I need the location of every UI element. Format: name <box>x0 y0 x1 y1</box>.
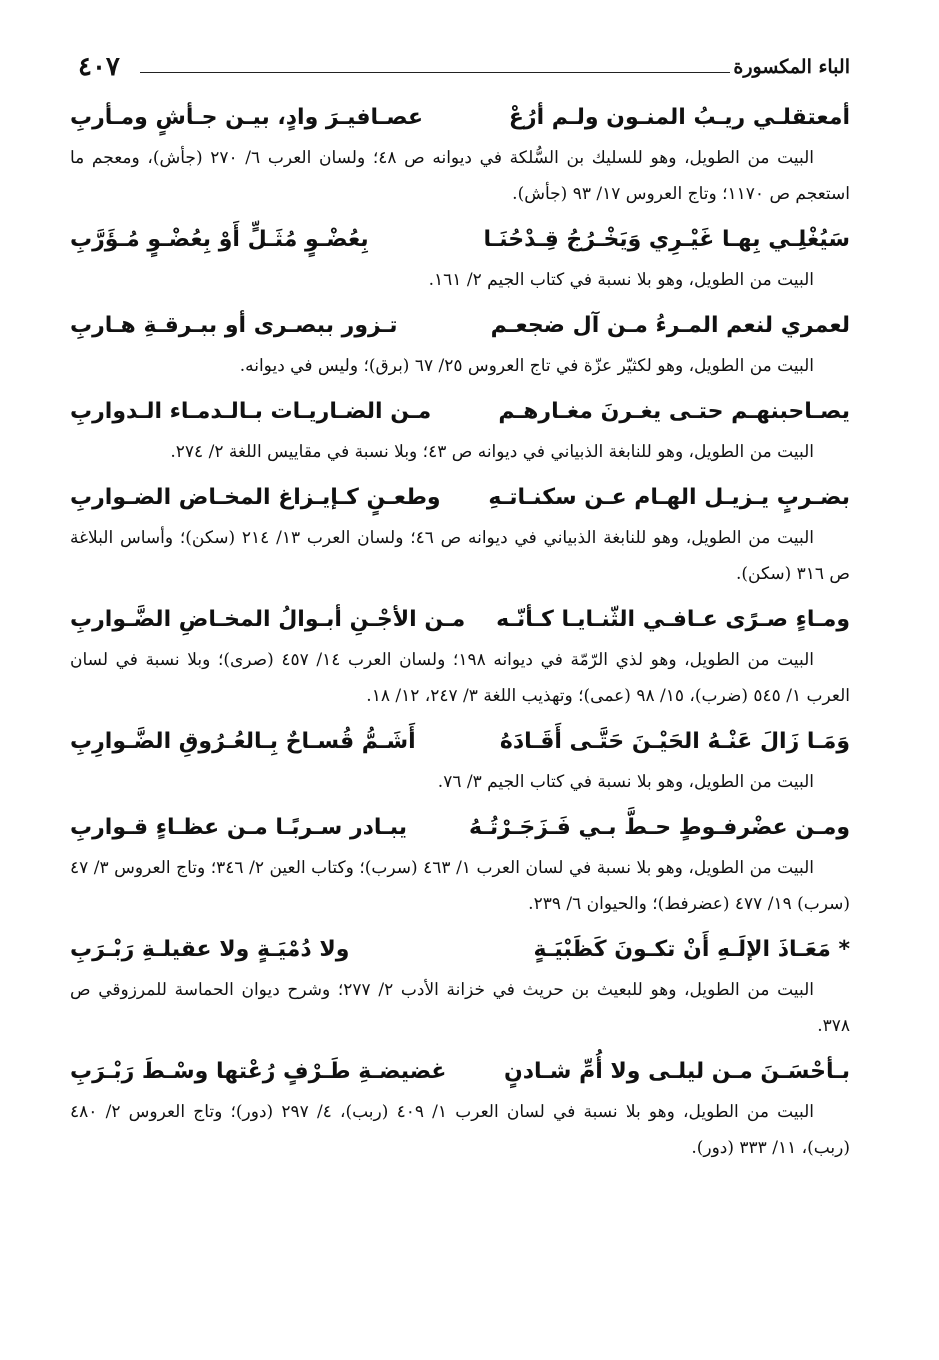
verse-note: البيت من الطويل، وهو بلا نسبة في لسان العرب ١/ ٤٠٩ (ربب)، ٤/ ٢٩٧ (دور)؛ وتاج العروس ٢/ ٤٨٠ (ربب)، ١١/ ٣٣٣ (دور). <box>70 1102 850 1158</box>
second-hemistich: مـن الضـاريـات بـالـدمـاء الـدواربِ <box>70 399 432 424</box>
verse-line <box>70 304 850 348</box>
verse-entry <box>70 806 850 922</box>
verse-note: البيت من الطويل، وهو بلا نسبة في كتاب الجيم ٣/ ٧٦. <box>437 772 814 792</box>
verse-note: البيت من الطويل، وهو بلا نسبة في كتاب الجيم ٢/ ١٦١. <box>428 270 814 290</box>
second-hemistich: ولا دُمْيَـةٍ ولا عقيلـةِ رَبْـرَبِ <box>70 937 350 962</box>
verse-line <box>70 218 850 262</box>
verse-line <box>70 928 850 972</box>
second-hemistich: أَشَـمُّ قُسـاحٌ بِـالعُـرُوقِ الضَّـوارِبِ <box>70 729 416 754</box>
verse-entry <box>70 476 850 592</box>
verse-entry <box>70 218 850 298</box>
first-hemistich: يصـاحبنهـم حتـى يغـرنَ مغـارهـم <box>498 399 850 424</box>
verse-entry <box>70 598 850 714</box>
verse-entry <box>70 96 850 212</box>
chapter-title: الباء المكسورة <box>733 56 850 78</box>
first-hemistich: لعمري لنعم المـرءُ مـن آل ضجعـم <box>490 313 850 338</box>
verse-note: البيت من الطويل، وهو بلا نسبة في لسان العرب ١/ ٤٦٣ (سرب)؛ وكتاب العين ٢/ ٣٤٦؛ وتاج العروس ٣/ ٤٧ (سرب) ١٩/ ٤٧٧ (عضرفط)؛ والحيوان ٦/ ٢٣٩. <box>70 858 850 914</box>
first-hemistich: وَمَـا زَالَ عَنْـهُ الحَيْـنَ حَتَّـى أَقَـادَهُ <box>499 729 850 754</box>
second-hemistich: مـن الأجْـنِ أبـوالُ المخـاضِ الضَّـواربِ <box>70 607 466 632</box>
second-hemistich: بِعُضْـوٍ مُثَـلٍّ أَوْ بِعُضْـوٍ مُـؤَرَّبِ <box>70 227 369 252</box>
verse-entry <box>70 720 850 800</box>
page-number: ٤٠٧ <box>78 52 120 82</box>
verse-note: البيت من الطويل، وهو للنابغة الذبياني في ديوانه ص ٤٣؛ وبلا نسبة في مقاييس اللغة ٢/ ٢٧٤. <box>170 442 814 462</box>
verse-note: البيت من الطويل، وهو للسليك بن السُّلكة في ديوانه ص ٤٨؛ ولسان العرب ٦/ ٢٧٠ (جأش)، ومعجم ما استعجم ص ١١٧٠؛ وتاج العروس ١٧/ ٩٣ (جأش). <box>70 148 850 204</box>
verse-note: البيت من الطويل، وهو للبعيث بن حريث في خزانة الأدب ٢/ ٢٧٧؛ وشرح ديوان الحماسة للمرزوقي ص ٣٧٨. <box>70 980 850 1036</box>
second-hemistich: تـزور ببصـرى أو ببـرقـةِ هـاربِ <box>70 313 398 338</box>
first-hemistich: ومـاءٍ صـرًى عـافـي الثّنـايـا كـأنّـه <box>496 607 850 632</box>
verse-note: البيت من الطويل، وهو للنابغة الذبياني في ديوانه ص ٤٦؛ ولسان العرب ١٣/ ٢١٤ (سكن)؛ وأساس البلاغة ص ٣١٦ (سكن). <box>70 528 850 584</box>
verse-line <box>70 390 850 434</box>
first-hemistich: * مَعَـاذَ الإلَـهِ أَنْ تكـونَ كَظَبْيَـةٍ <box>533 937 850 962</box>
first-hemistich: أمعتقلـي ريـبُ المنـون ولـم أرُعْ <box>508 105 850 130</box>
verse-line <box>70 806 850 850</box>
second-hemistich: غضيضـةِ طَـرْفٍ رُعْتها وسْـطَ رَبْـرَبِ <box>70 1059 447 1084</box>
second-hemistich: وطعـنٍ كـإيـزاغ المخـاض الضـواربِ <box>70 485 441 510</box>
verse-line <box>70 476 850 520</box>
verse-line <box>70 96 850 140</box>
verse-entry <box>70 390 850 470</box>
verse-entry <box>70 304 850 384</box>
second-hemistich: عصـافيـرَ وادٍ، بيـن جـأشٍ ومـأربِ <box>70 105 423 130</box>
first-hemistich: بـأحْسَـنَ مـن ليلـى ولا أُمِّ شـادنٍ <box>503 1059 850 1084</box>
first-hemistich: بضـربٍ يـزيـل الهـام عـن سكنـاتـهِ <box>488 485 850 510</box>
first-hemistich: سَيُغْلِـي بِهـا غَيْـرِي وَيَخْـرُجُ قِـدْحُنَـا <box>483 227 850 252</box>
header-rule <box>140 72 730 73</box>
verse-note: البيت من الطويل، وهو لكثيّر عزّة في تاج العروس ٢٥/ ٦٧ (برق)؛ وليس في ديوانه. <box>239 356 814 376</box>
second-hemistich: يبـادر سـربًـا مـن عظـاءٍ قـواربِ <box>70 815 407 840</box>
verse-entry <box>70 1050 850 1166</box>
verse-line <box>70 720 850 764</box>
verse-line <box>70 598 850 642</box>
first-hemistich: ومـن عضْرفـوطٍ حـطَّ بـي فَـزَجَـرْتُـهُ <box>469 815 850 840</box>
verse-entry <box>70 928 850 1044</box>
verse-list <box>70 96 850 1172</box>
running-header <box>70 50 850 86</box>
verse-line <box>70 1050 850 1094</box>
verse-note: البيت من الطويل، وهو لذي الرّمّة في ديوانه ١٩٨؛ ولسان العرب ١٤/ ٤٥٧ (صرى)؛ وبلا نسبة في لسان العرب ١/ ٥٤٥ (ضرب)، ١٥/ ٩٨ (عمى)؛ وتهذيب اللغة ٣/ ٢٤٧، ١٢/ ١٨. <box>70 650 850 706</box>
